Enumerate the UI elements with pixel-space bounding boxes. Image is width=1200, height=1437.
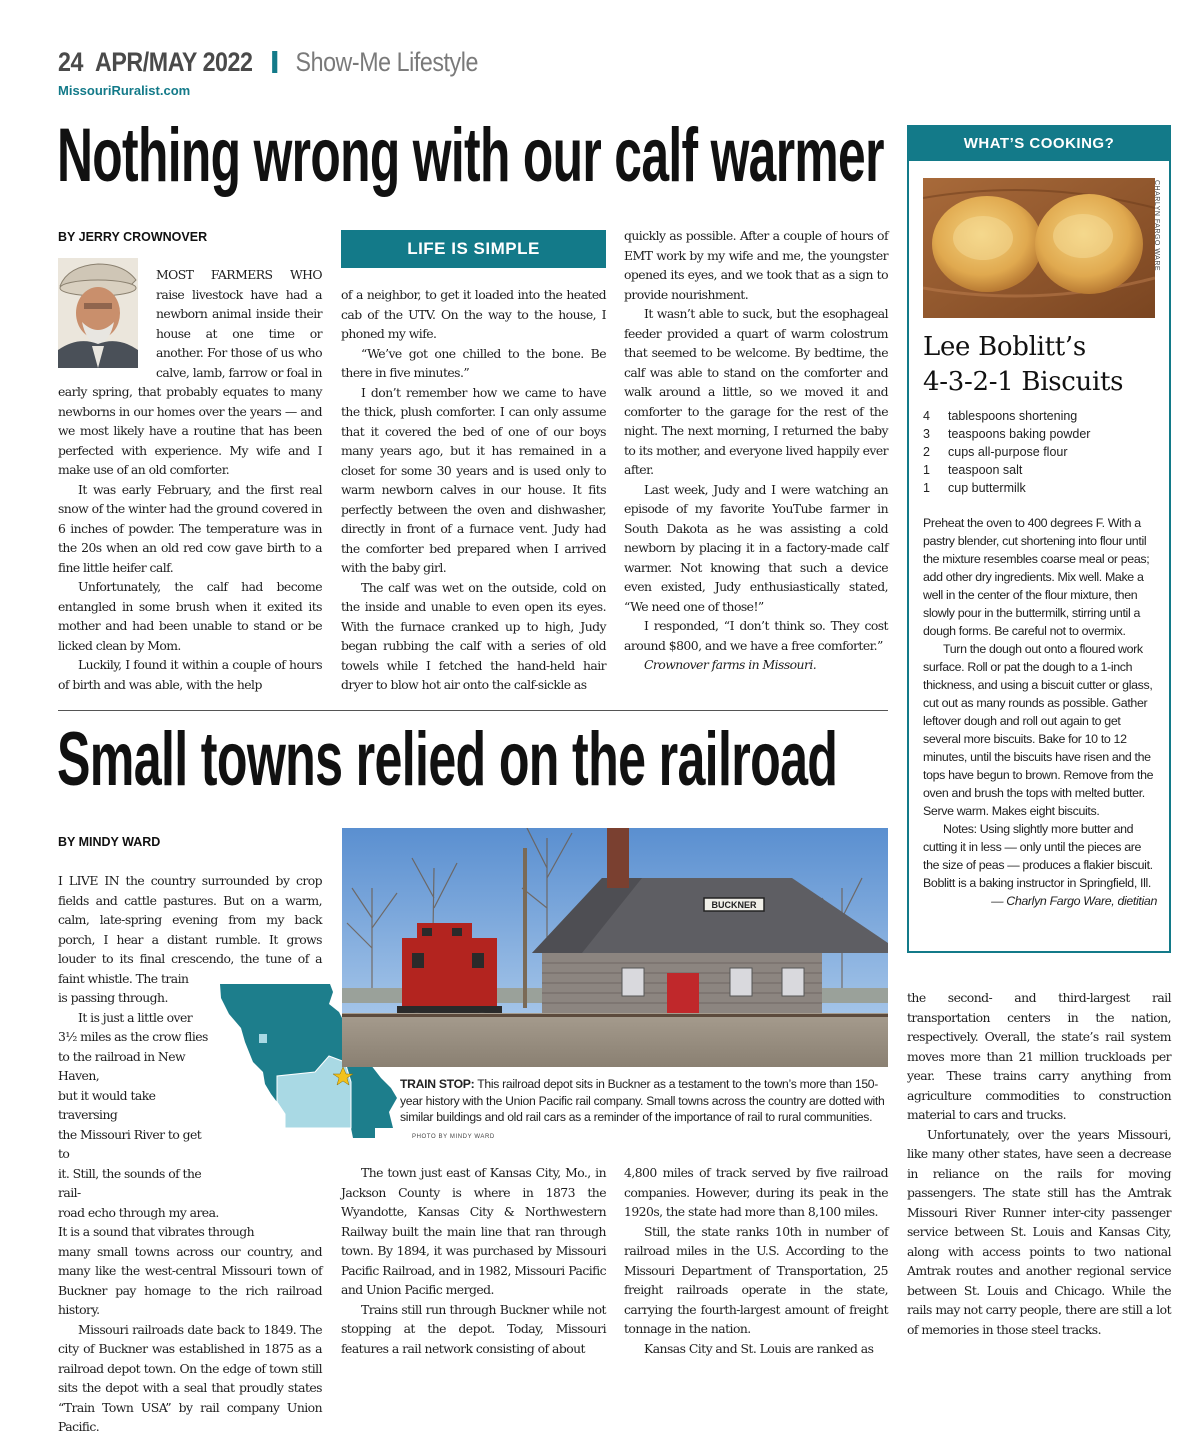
ingredient-row bbox=[923, 443, 1090, 461]
depot-sign: BUCKNER bbox=[711, 900, 757, 910]
ingredient-item: cups all-purpose flour bbox=[948, 445, 1068, 459]
ingredient-row bbox=[923, 461, 1090, 479]
article2-col1-line: but it would take traversing bbox=[58, 1087, 156, 1122]
article1-col3-p2: It wasn’t able to suck, but the esophageal feeder provided a quart of warm colostrum that seemed to be welcome. By bedtime, the calf was able to stand on the comforter and walk around a little, so we moved it and comforter to the garage for the rest of the night. The next morning, I returned the baby to its mother, and everyone lived happily ever after. bbox=[624, 306, 888, 477]
ingredient-row bbox=[923, 407, 1090, 425]
article2-col3-p2: Still, the state ranks 10th in number of railroad miles in the U.S. According to the Missouri Department of Transportation, 25 freight railroads operate in the state, carrying the fourth-largest amount of freight tonnage in the nation. bbox=[624, 1223, 888, 1336]
buckner-depot-photo bbox=[342, 828, 888, 1067]
article1-col3-p4: I responded, “I don’t think so. They cost around $800, and we have a free comforter.” bbox=[624, 618, 888, 653]
article1-column-2 bbox=[341, 285, 606, 695]
article2-map-wrap-text bbox=[58, 988, 219, 1222]
article2-col1-line: road echo through my area. bbox=[58, 1204, 219, 1220]
article2-col1-line: the Missouri River to get to bbox=[58, 1126, 202, 1161]
ingredient-qty: 1 bbox=[923, 481, 930, 495]
article2-col1-line: It is a sound that vibrates through bbox=[58, 1224, 255, 1239]
page-number: 24 bbox=[58, 47, 83, 77]
article2-column-3 bbox=[624, 1163, 888, 1358]
photo-credit: PHOTO BY MINDY WARD bbox=[412, 1133, 495, 1140]
article2-col1-lead: I LIVE IN the country surrounded by crop fields and cattle pastures. But on a warm, calm, late-spring evening from my back porch, I hear a distant rumble. It grows louder to its final crescendo, the tune of a faint whistle. The train bbox=[58, 873, 322, 986]
ingredient-qty: 1 bbox=[923, 463, 930, 477]
directions-p2: Turn the dough out onto a floured work surface. Roll or pat the dough to a 1-inch thickness, and using a biscuit cutter or glass, cut out as many rounds as possible. Gather leftover dough and roll out again to get several more biscuits. Bake for 10 to 12 minutes, until the biscuits have risen and the tops have begun to brown. Remove from the oven and brush the tops with melted butter. Serve warm. Makes eight biscuits. bbox=[923, 642, 1154, 818]
article2-col1-line: it. Still, the sounds of the rail- bbox=[58, 1165, 202, 1200]
article2-col3-p1: 4,800 miles of track served by five railroad companies. However, during its peak in the 1920s, the state had more than 8,100 miles. bbox=[624, 1165, 888, 1219]
sidebar-photo-credit: CHARLYN FARGO WARE bbox=[1153, 180, 1160, 272]
article2-col1-line: 3½ miles as the crow flies bbox=[58, 1029, 208, 1044]
small-county-marker bbox=[259, 1034, 267, 1043]
ingredient-row bbox=[923, 479, 1090, 497]
article2-col3-p3: Kansas City and St. Louis are ranked as bbox=[644, 1340, 874, 1356]
article2-col1-line: It is just a little over bbox=[78, 1009, 193, 1025]
ingredients-list bbox=[923, 407, 1090, 497]
article2-col2-p1: The town just east of Kansas City, Mo., in Jackson County is where in 1873 the Wyandotte, Kansas City & Northwestern Railway built the main line that ran through town. By 1894, it was purchased by Missouri Pacific Railroad, and in 1982, Missouri Pacific and Union Pacific merged. bbox=[341, 1165, 606, 1297]
ingredient-item: cup buttermilk bbox=[948, 481, 1026, 495]
article1-signoff: Crownover farms in Missouri. bbox=[644, 657, 817, 672]
sidebar-header: WHAT’S COOKING? bbox=[907, 125, 1171, 161]
article1-col1-p3: Unfortunately, the calf had become entangled in some brush when it exited its mother and had been unable to stand or be licked clean by Mom. bbox=[58, 579, 322, 653]
article2-col4-p2: Unfortunately, over the years Missouri, like many other states, have seen a decrease in reliance on the rails for moving passengers. The state still has the Amtrak Missouri River Runner inter-city passenger service between St. Louis and Kansas City, along with access points to two national Amtrak routes and another regional service between St. Louis and Chicago. While the rails may not carry people, there are still a lot of memories in those steel tracks. bbox=[907, 1126, 1171, 1337]
page-folio bbox=[58, 47, 478, 78]
article-divider bbox=[58, 710, 888, 711]
article2-col1-p2-end: many small towns across our country, and many like the west-central Missouri town of Buckner pay homage to the rich railroad history. bbox=[58, 1243, 322, 1317]
article1-col2-p2: “We’ve got one chilled to the bone. Be there in five minutes.” bbox=[341, 345, 606, 380]
website-link[interactable]: MissouriRuralist.com bbox=[58, 83, 191, 98]
recipe-title-line1: Lee Boblitt’s bbox=[923, 332, 1086, 362]
article2-headline: Small towns relied on the railroad bbox=[57, 717, 838, 802]
ingredient-qty: 3 bbox=[923, 427, 930, 441]
article1-col2-p4: The calf was wet on the outside, cold on the inside and unable to even open its eyes. With the furnace cranked up to high, Judy began rubbing the calf with a series of old towels while I fetched the hand-held hair dryer to blow hot air onto the calf-sickle as bbox=[341, 579, 606, 692]
ingredient-qty: 2 bbox=[923, 445, 930, 459]
article2-byline: BY MINDY WARD bbox=[58, 835, 161, 849]
article1-col1-p4: Luckily, I found it within a couple of hours of birth and was able, with the help bbox=[58, 657, 322, 692]
article1-col2-p1: of a neighbor, to get it loaded into the heated cab of the UTV. On the way to the house, I phoned my wife. bbox=[341, 287, 606, 341]
author-portrait bbox=[58, 258, 138, 368]
column-tag-life-is-simple: LIFE IS SIMPLE bbox=[341, 230, 606, 268]
article1-col3-p1: quickly as possible. After a couple of hours of EMT work by my wife and me, the youngster opened its eyes, and we took that as a sign to provide nourishment. bbox=[624, 228, 888, 302]
article2-column-4 bbox=[907, 988, 1171, 1339]
article2-col4-p1: the second- and third-largest rail transportation centers in the nation, respectively. Overall, the state’s rail system moves more than 21 million truckloads per year. These trains carry anything from agriculture commodities to construction material to cars and trucks. bbox=[907, 990, 1171, 1122]
article1-col3-p3: Last week, Judy and I were watching an episode of my favorite YouTube farmer in South Dakota as he was assisting a cold newborn by placing it in a factory-made calf warmer. Not knowing that such a device even existed, Judy enthusiastically stated, “We need one of those!” bbox=[624, 481, 888, 614]
recipe-title bbox=[923, 330, 1123, 400]
recipe-attribution: — Charlyn Fargo Ware, dietitian bbox=[991, 894, 1157, 908]
ingredient-item: teaspoons baking powder bbox=[948, 427, 1091, 441]
article2-col1-line: is passing through. bbox=[58, 990, 168, 1005]
photo-caption bbox=[400, 1076, 888, 1145]
article2-column-2 bbox=[341, 1163, 606, 1358]
caption-label: TRAIN STOP: bbox=[400, 1077, 475, 1091]
article1-col1-p1: MOST FARMERS WHO raise livestock have had a newborn animal inside their house at one time or another. For those of us who calve, lamb, farrow or foal in early spring, that probably equates to many newborns in our homes over the years — and we most likely have a routine that has been perfected with experience. My wife and I make use of an old comforter. bbox=[58, 267, 322, 477]
red-caboose-shape bbox=[397, 923, 502, 1024]
article1-col1-p2: It was early February, and the first real snow of the winter had the ground covered in 6 inches of powder. The temperature was in the 20s when an old red cow gave birth to a fine little heifer calf. bbox=[58, 481, 322, 575]
ingredient-item: teaspoon salt bbox=[948, 463, 1023, 477]
recipe-notes: Notes: Using slightly more butter and cutting it in less — only until the pieces are the size of peas — produces a flakier biscuit. Boblitt is a baking instructor in Springfield, Ill. bbox=[923, 822, 1153, 890]
issue-date: APR/MAY 2022 bbox=[95, 47, 253, 77]
biscuits-photo bbox=[923, 178, 1155, 318]
ingredient-row bbox=[923, 425, 1090, 443]
article1-column-3 bbox=[624, 226, 888, 675]
recipe-title-line2: 4-3-2-1 Biscuits bbox=[923, 367, 1124, 397]
ingredient-qty: 4 bbox=[923, 409, 930, 423]
article1-byline: BY JERRY CROWNOVER bbox=[58, 230, 208, 244]
folio-divider bbox=[272, 51, 277, 73]
article2-col1-line: to the railroad in New Haven, bbox=[58, 1048, 186, 1083]
article2-column-1 bbox=[58, 871, 322, 1437]
article1-col2-p3: I don’t remember how we came to have the thick, plush comforter. I can only assume that it covered the bed of one of our boys many years ago, but it has remained in a closet for some 30 years and is used only to warm newborn calves in our house. It fits perfectly between the oven and dishwasher, directly in front of a furnace vent. Judy had the comforter bed prepared when I arrived with the baby girl. bbox=[341, 384, 606, 575]
recipe-directions bbox=[923, 514, 1157, 910]
section-name: Show-Me Lifestyle bbox=[295, 47, 478, 77]
directions-p1: Preheat the oven to 400 degrees F. With a pastry blender, cut shortening into flour until the mixture resembles coarse meal or peas; add other dry ingredients. Mix well. Make a well in the center of the flour mixture, then slowly pour in the buttermilk, stirring until a dough forms. Be careful not to overmix. bbox=[923, 516, 1150, 638]
article2-col2-p2: Trains still run through Buckner while not stopping at the depot. Today, Missouri features a rail network consisting of about bbox=[341, 1301, 606, 1356]
caption-text: This railroad depot sits in Buckner as a testament to the town’s more than 150-year history with the Union Pacific rail company. Small towns across the country are dotted with similar buildings and old rail cars as a reminder of the importance of rail to rural communities. bbox=[400, 1077, 885, 1124]
article1-headline: Nothing wrong with our calf warmer bbox=[57, 113, 884, 198]
article2-col1-p3: Missouri railroads date back to 1849. The city of Buckner was established in 1875 as a railroad depot town. On the edge of town still sits the depot with a seal that proudly states “Train Town USA” by rail company Union Pacific. bbox=[58, 1321, 322, 1434]
ingredient-item: tablespoons shortening bbox=[948, 409, 1078, 423]
